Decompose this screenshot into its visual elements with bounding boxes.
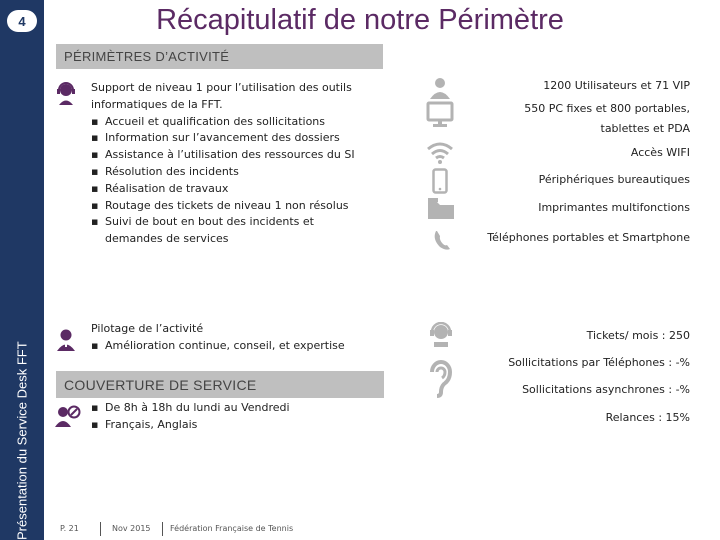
footer-divider (100, 522, 101, 536)
footer-date: Nov 2015 (112, 524, 151, 533)
stat-async-requests: Sollicitations asynchrones : -% (522, 383, 690, 396)
stat-printers: Imprimantes multifonctions (538, 201, 690, 214)
phone-icon (432, 229, 452, 251)
support-agent-icon (428, 322, 454, 348)
list-item: ▪ Assistance à l’utilisation des ressources du SI (91, 147, 376, 164)
stat-pcs-line2: tablettes et PDA (600, 122, 690, 135)
pilotage-list (91, 338, 381, 355)
folder-icon (426, 197, 456, 221)
list-item: ▪ Français, Anglais (91, 417, 381, 434)
list-item: ▪ Information sur l’avancement des dossiers (91, 130, 376, 147)
perimetres-heading: PÉRIMÈTRES D’ACTIVITÉ (56, 44, 383, 69)
page-title: Récapitulatif de notre Périmètre (156, 4, 564, 36)
stat-peripherals: Périphériques bureautiques (538, 173, 690, 186)
footer-page: P. 21 (60, 524, 79, 533)
list-item: ▪ Suivi de bout en bout des incidents et (91, 214, 376, 231)
user-icon (428, 77, 452, 99)
list-item: ▪ Amélioration continue, conseil, et expertise (91, 338, 381, 355)
stat-phone-requests: Sollicitations par Téléphones : -% (508, 356, 690, 369)
pilotage-block (91, 321, 381, 355)
list-item: ▪ Résolution des incidents (91, 164, 376, 181)
stat-phones: Téléphones portables et Smartphone (487, 231, 690, 244)
support-intro-line1: Support de niveau 1 pour l’utilisation des outils (91, 81, 352, 94)
monitor-icon (426, 101, 454, 127)
couverture-heading: COUVERTURE DE SERVICE (56, 371, 384, 398)
manager-user-icon (56, 328, 76, 352)
list-item: ▪ Réalisation de travaux (91, 181, 376, 198)
couverture-block (91, 400, 381, 434)
stat-pcs-line1: 550 PC fixes et 800 portables, (524, 102, 690, 115)
sidebar (0, 0, 44, 540)
slide-number-badge: 4 (7, 10, 37, 32)
tablet-icon (432, 168, 448, 194)
support-block (91, 80, 376, 248)
stat-reminders: Relances : 15% (605, 411, 690, 424)
sidebar-label: Présentation du Service Desk FFT (14, 341, 30, 540)
support-list (91, 114, 376, 232)
support-tail: demandes de services (105, 232, 229, 246)
footer-divider (162, 522, 163, 536)
support-team-icon (54, 404, 82, 428)
headset-user-icon (56, 80, 76, 106)
list-item: ▪ Routage des tickets de niveau 1 non résolus (91, 198, 376, 215)
couverture-list (91, 400, 381, 434)
list-item: ▪ Accueil et qualification des sollicitations (91, 114, 376, 131)
stat-wifi: Accès WIFI (630, 146, 690, 159)
ear-icon (428, 356, 452, 398)
stat-tickets: Tickets/ mois : 250 (586, 329, 690, 342)
wifi-icon (426, 140, 454, 164)
stat-users: 1200 Utilisateurs et 71 VIP (543, 79, 690, 92)
pilotage-title: Pilotage de l’activité (91, 322, 204, 335)
list-item: ▪ De 8h à 18h du lundi au Vendredi (91, 400, 381, 417)
footer-org: Fédération Française de Tennis (170, 524, 294, 533)
support-intro-line2: informatiques de la FFT. (91, 97, 223, 111)
